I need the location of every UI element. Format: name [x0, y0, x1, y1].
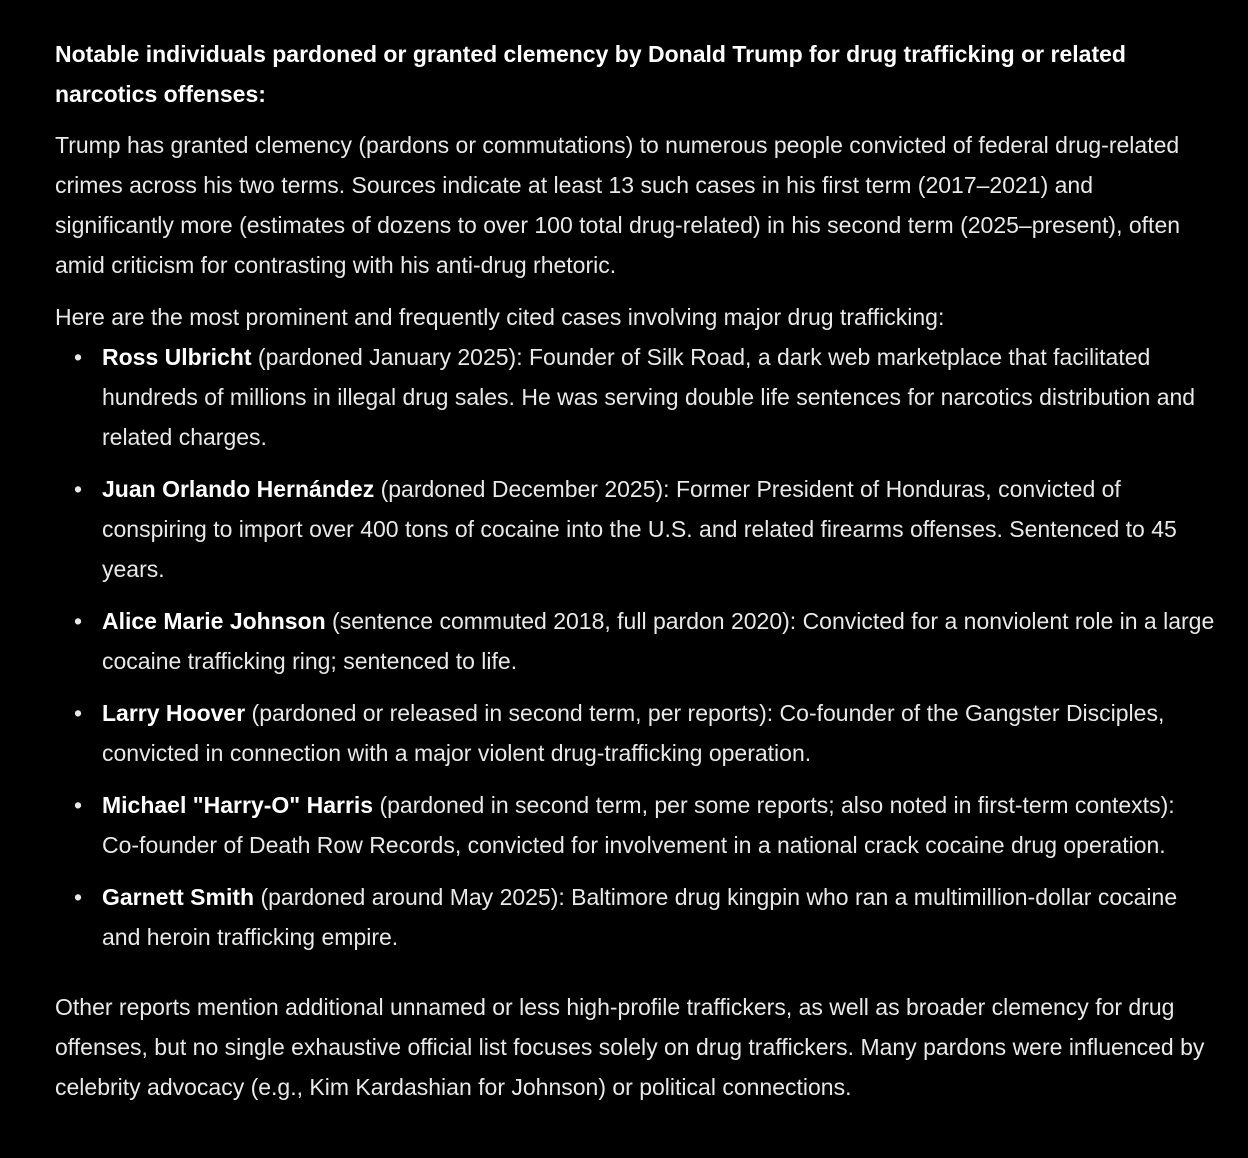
list-item	[55, 601, 1215, 681]
cases-list	[55, 337, 1215, 957]
case-detail: (pardoned January 2025): Founder of Silk Road, a dark web marketplace that facilitated hundreds of millions in illegal drug sales. He was serving double life sentences for narcotics distribution and related charges.	[102, 344, 1196, 450]
case-detail: (pardoned or released in second term, per reports): Co-founder of the Gangster Disciples, convicted in connection with a major violent drug-trafficking operation.	[102, 700, 1165, 766]
bullet-icon: •	[73, 476, 83, 502]
bullet-icon: •	[73, 792, 83, 818]
bullet-icon: •	[73, 608, 83, 634]
bullet-icon: •	[73, 344, 83, 370]
person-name: Juan Orlando Hernández	[102, 476, 375, 502]
bullet-icon: •	[73, 700, 83, 726]
intro-paragraph: Trump has granted clemency (pardons or commutations) to numerous people convicted of federal drug-related crimes across his two terms. Sources indicate at least 13 such cases in his first term (2017–2021) and significantly more (estimates of dozens to over 100 total drug-related) in his second term (2025–present), often amid criticism for contrasting with his anti-drug rhetoric.	[55, 132, 1181, 278]
list-item	[55, 469, 1215, 589]
list-item	[55, 337, 1215, 457]
section-heading: Notable individuals pardoned or granted clemency by Donald Trump for drug trafficking or related narcotics offenses:	[55, 41, 1126, 107]
list-intro: Here are the most prominent and frequently cited cases involving major drug trafficking:	[55, 304, 945, 330]
person-name: Ross Ulbricht	[102, 344, 252, 370]
case-detail: (pardoned in second term, per some reports; also noted in first-term contexts): Co-founder of Death Row Records, convicted for involvement in a national crack cocaine drug operation.	[102, 792, 1175, 858]
closing-paragraph: Other reports mention additional unnamed or less high-profile traffickers, as well as broader clemency for drug offenses, but no single exhaustive official list focuses solely on drug traffickers. Many pardons were influenced by celebrity advocacy (e.g., Kim Kardashian for Johnson) or political connections.	[55, 994, 1205, 1100]
case-detail: (pardoned December 2025): Former President of Honduras, convicted of conspiring to import over 400 tons of cocaine into the U.S. and related firearms offenses. Sentenced to 45 years.	[102, 476, 1177, 582]
list-item	[55, 693, 1215, 773]
person-name: Garnett Smith	[102, 884, 255, 910]
list-item	[55, 877, 1215, 957]
bullet-icon: •	[73, 884, 83, 910]
person-name: Alice Marie Johnson	[102, 608, 326, 634]
person-name: Larry Hoover	[102, 700, 246, 726]
response-content	[55, 34, 1215, 1107]
case-detail: (pardoned around May 2025): Baltimore drug kingpin who ran a multimillion-dollar cocaine and heroin trafficking empire.	[102, 884, 1178, 950]
case-detail: (sentence commuted 2018, full pardon 2020): Convicted for a nonviolent role in a large cocaine trafficking ring; sentenced to life.	[102, 608, 1215, 674]
person-name: Michael "Harry-O" Harris	[102, 792, 374, 818]
list-item	[55, 785, 1215, 865]
